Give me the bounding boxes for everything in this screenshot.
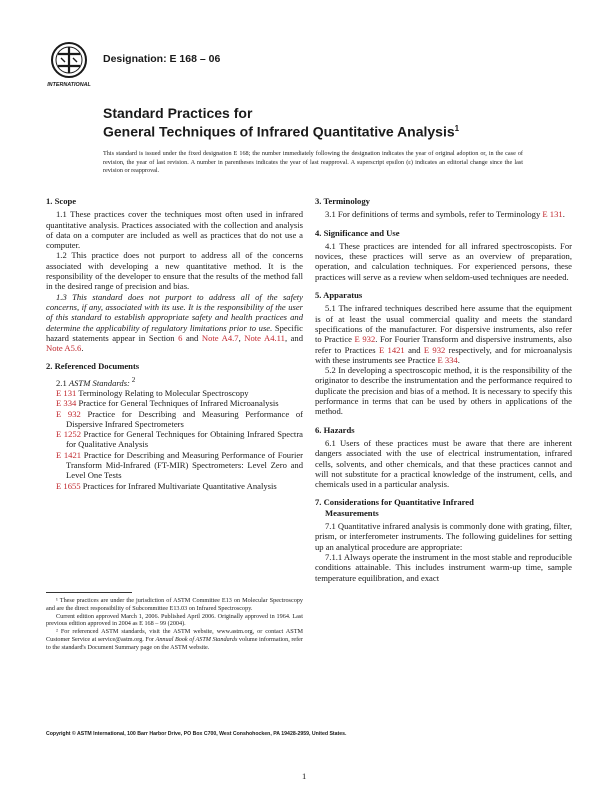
text-span: ASTM Standards:	[68, 377, 130, 388]
section-heading	[315, 497, 572, 518]
logo-text: INTERNATIONAL	[47, 82, 91, 88]
reference-link[interactable]: E 131	[56, 387, 77, 398]
section-heading: 4. Significance and Use	[315, 227, 400, 238]
paragraph-1-2: 1.2 This practice does not purport to address all of the concerns associated with developing a new quantitative method. It is the responsibility of the developer to ensure that the results of the method fall in the desired range of precision and bias.	[46, 250, 303, 292]
footnote-1-edition: Current edition approved March 1, 2006. Published April 2006. Originally approved in 1964. Last previous edition approved in 2004 as E 168 – 99 (2004).	[46, 612, 303, 628]
section-heading: 2. Referenced Documents	[46, 361, 140, 372]
reference-title: Practice for General Techniques for Obtaining Infrared Spectra for Qualitative Analysis	[66, 429, 303, 450]
text-span: ,	[238, 332, 245, 343]
text-span: 3.1 For definitions of terms and symbols, refer to Terminology	[325, 209, 543, 220]
document-title	[103, 105, 563, 140]
reference-title: Practices for Infrared Multivariate Quantitative Analysis	[80, 480, 277, 491]
footnotes	[46, 597, 303, 652]
section-hazards	[315, 425, 572, 490]
paragraph-1-1: 1.1 These practices cover the techniques most often used in infrared quantitative analysis. Practices associated with the collection and analysis of data on a computer are included as well as practices that do not use a computer.	[46, 209, 303, 251]
paragraph-5-2: 5.2 In developing a spectroscopic method, it is the responsibility of the originator to describe the instrumentation and the performance required to duplicate the precision and bias of a method. It is necessary to specify this performance in terms that can be used by others in applications of the method.	[315, 365, 572, 417]
section-significance	[315, 228, 572, 282]
section-heading: 1. Scope	[46, 196, 77, 206]
title-line-1: Standard Practices for	[103, 105, 253, 121]
title-line-2	[103, 121, 563, 140]
reference-item	[56, 481, 303, 491]
paragraph-4-1: 4.1 These practices are intended for all infrared spectroscopists. For novices, these practices will serve as an overview of preparation, operation, and calculation techniques. For experienced persons, these practices will serve as a review when seldom-used techniques are needed.	[315, 240, 572, 282]
text-span: volume information, refer to the standard's Document Summary page on the ASTM website.	[46, 635, 303, 651]
text-span: and	[182, 332, 202, 343]
designation: Designation: E 168 – 06	[103, 53, 221, 65]
section-referenced-documents	[46, 361, 303, 490]
reference-title: Practice for Describing and Measuring Performance of Fourier Transform Mid-Infrared (FT-MIR) Spectrometers: Level Zero and Level One Tests	[66, 449, 304, 481]
paragraph-1-3	[46, 292, 303, 354]
paragraph-7-1: 7.1 Quantitative infrared analysis is commonly done with grating, filter, prism, or interferometer instruments. The following guidelines for setting up an analytical procedure are appropriate:	[315, 521, 572, 552]
title-footnote-mark: 1	[454, 124, 460, 133]
reference-link[interactable]: E 1421	[56, 449, 82, 460]
section-considerations	[315, 497, 572, 582]
text-span: 5.1 The infrared techniques described here assume that the equipment is of at least the usual commercial quality and meets the standard specifications of the manufacturer. For dispersive instruments, also refer to Practice	[315, 303, 572, 345]
copyright-notice: Copyright © ASTM International, 100 Barr Harbor Drive, PO Box C700, West Conshohocken, PA 19428-2959, United States.	[46, 731, 347, 737]
link-note-a5-6[interactable]: Note A5.6	[46, 343, 82, 354]
text-span: and	[404, 344, 424, 355]
reference-item	[56, 388, 303, 398]
link-e932[interactable]: E 932	[423, 344, 446, 355]
page-number: 1	[302, 771, 307, 781]
reference-item	[56, 429, 303, 450]
section-apparatus	[315, 290, 572, 417]
paragraph-3-1	[315, 209, 572, 219]
section-terminology	[315, 196, 572, 220]
link-note-a4-11[interactable]: Note A4.11	[244, 332, 285, 343]
text-span: .	[81, 343, 84, 354]
astm-logo	[46, 40, 92, 90]
reference-item	[56, 398, 303, 408]
link-e1421[interactable]: E 1421	[378, 344, 405, 355]
link-section-6[interactable]: 6	[178, 332, 183, 343]
link-e131[interactable]: E 131	[542, 209, 563, 220]
text-span: ² For referenced ASTM standards, visit the ASTM website, www.astm.org, or contact ASTM Customer Service at service@astm.org. For	[46, 628, 303, 643]
text-span: Specific hazard statements appear in Section	[46, 322, 303, 343]
safety-statement: 1.3 This standard does not purport to address all of the safety concerns, if any, associated with its use. It is the responsibility of the user of this standard to establish appropriate safety and health practices and determine the applicability of regulatory limitations prior to use.	[46, 291, 303, 333]
text-span: 2.1	[56, 377, 69, 388]
link-note-a4-7[interactable]: Note A4.7	[201, 332, 239, 343]
footnote-mark: 2	[129, 375, 136, 384]
reference-link[interactable]: E 1655	[56, 480, 81, 491]
reference-item	[56, 450, 303, 481]
paragraph-7-1-1: 7.1.1 Always operate the instrument in the most stable and reproducible conditions attainable. This includes instrument warm-up time, sample temperature equilibration, and exact	[315, 551, 572, 583]
footnote-1: ¹ These practices are under the jurisdiction of ASTM Committee E13 on Molecular Spectroscopy and are the direct responsibility of Subcommittee E13.03 on Infrared Spectroscopy.	[46, 597, 303, 612]
standard-notice: This standard is issued under the fixed designation E 168; the number immediately following the designation indicates the year of original adoption or, in the case of revision, the year of last revision. A number in parentheses indicates the year of last reapproval. A superscript epsilon (ε) indicates an editorial change since the last revision or reapproval.	[103, 150, 523, 175]
left-column	[46, 196, 303, 499]
link-e932[interactable]: E 932	[354, 334, 376, 345]
text-span: .	[457, 354, 460, 365]
section-heading: 3. Terminology	[315, 196, 370, 206]
section-scope	[46, 196, 303, 353]
text-span: Annual Book of ASTM Standards	[155, 635, 238, 643]
reference-title: Practice for Describing and Measuring Performance of Dispersive Infrared Spectrometers	[66, 408, 303, 429]
reference-link[interactable]: E 932	[56, 408, 81, 419]
heading-line-2: Measurements	[325, 507, 379, 518]
text-span: . For Fourier Transform and dispersive instruments, also refer to Practices	[315, 334, 572, 355]
section-heading: 6. Hazards	[315, 424, 355, 435]
heading-line-1: 7. Considerations for Quantitative Infrared	[315, 497, 474, 508]
reference-item	[56, 409, 303, 430]
paragraph-6-1: 6.1 Users of these practices must be aware that there are inherent dangers associated with the use of electrical instrumentation, infrared cells, solvents, and other chemicals, and that these practices cannot and will not substitute for a practical knowledge of the instrument, cells, and chemicals used in a particular analysis.	[315, 437, 572, 490]
text-span: .	[562, 209, 565, 220]
title-text: General Techniques of Infrared Quantitative Analysis	[103, 123, 455, 140]
section-heading: 5. Apparatus	[315, 290, 363, 301]
paragraph-5-1	[315, 303, 572, 365]
reference-title: Terminology Relating to Molecular Spectroscopy	[76, 387, 249, 398]
right-column	[315, 196, 572, 591]
footnote-2	[46, 628, 303, 651]
reference-link[interactable]: E 1252	[56, 429, 81, 440]
astm-standards-heading	[56, 375, 303, 388]
text-span: respectively, and for microanalysis with these instruments see Practice	[315, 344, 572, 365]
text-span: , and	[284, 332, 304, 343]
link-e334[interactable]: E 334	[437, 354, 458, 365]
reference-title: Practice for General Techniques of Infrared Microanalysis	[76, 398, 279, 409]
footnote-divider	[46, 592, 132, 593]
reference-link[interactable]: E 334	[56, 398, 77, 409]
